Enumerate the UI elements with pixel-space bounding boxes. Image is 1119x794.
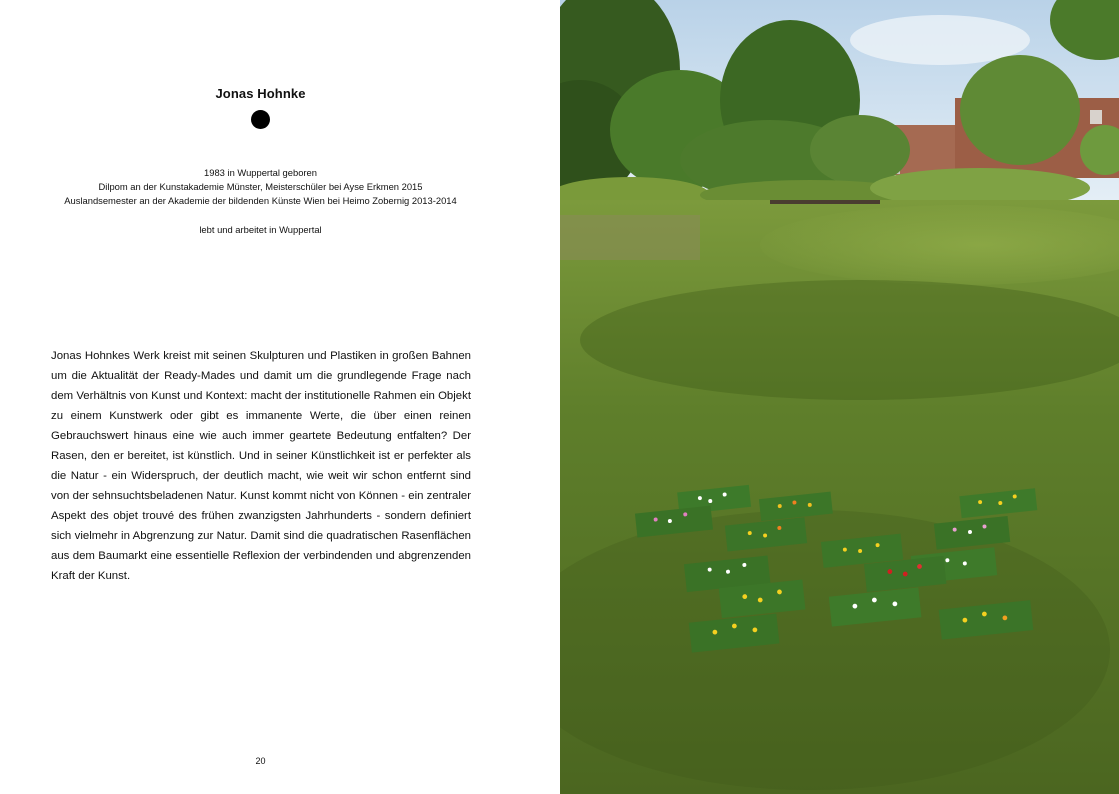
bio-line-semester-abroad: Auslandsemester an der Akademie der bildenden Künste Wien bei Heimo Zobernig 2013-2014 xyxy=(64,195,457,206)
black-dot-marker xyxy=(251,110,270,129)
photo-page xyxy=(560,0,1119,794)
artist-bio xyxy=(0,166,521,208)
page-number: 20 xyxy=(255,756,266,766)
artist-residence: lebt und arbeitet in Wuppertal xyxy=(199,224,322,235)
bio-line-birth: 1983 in Wuppertal geboren xyxy=(204,167,317,178)
bio-line-diploma: Dilpom an der Kunstakademie Münster, Meisterschüler bei Ayse Erkmen 2015 xyxy=(98,181,423,192)
garden-installation-photo xyxy=(560,0,1119,794)
artist-name: Jonas Hohnke xyxy=(215,86,306,101)
essay-paragraph: Jonas Hohnkes Werk kreist mit seinen Skulpturen und Plastiken in großen Bahnen um die Aktualität der Ready-Mades und damit um die grundlegende Frage nach dem Verhältnis von Kunst und Kontext: macht der institutionelle Rahmen ein Objekt zu einem Kunstwerk oder gibt es immanente Werte, die über einen reinen Gebrauchswert hinaus eine wie auch immer geartete Bedeutung entfalten? Der Rasen, den er bereitet, ist künstlich. Und in seiner Künstlichkeit ist er perfekter als die Natur - ein Widerspruch, der deutlich macht, wie weit wir schon entfernt sind von der sehnsuchtsbeladenen Natur. Kunst kommt nicht von Können - ein zentraler Aspekt des objet trouvé des frühen zwanzigsten Jahrhunderts - sondern definiert sich vielmehr in Abgrenzung zur Natur. Damit sind die quadratischen Rasenflächen aus dem Baumarkt eine essentielle Reflexion der verbindenden und abgrenzenden Kraft der Kunst. xyxy=(51,350,471,582)
